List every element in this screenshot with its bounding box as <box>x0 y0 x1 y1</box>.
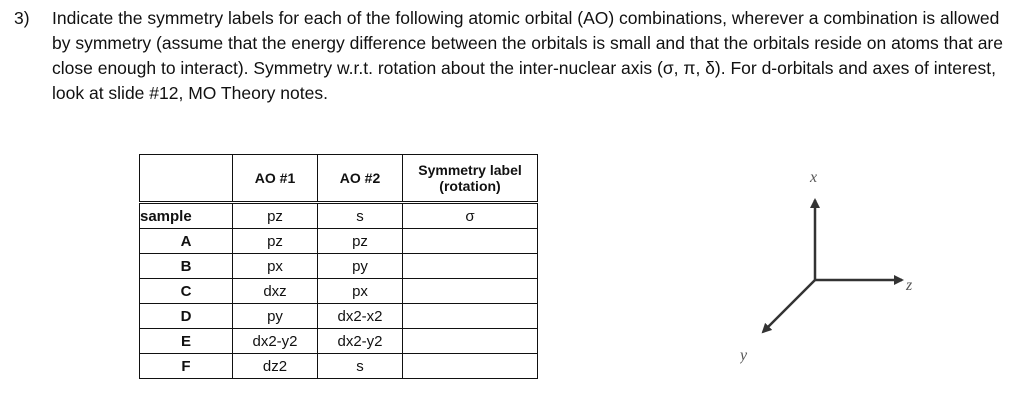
symmetry-cell[interactable] <box>403 229 538 254</box>
table-header-row <box>140 155 538 203</box>
y-axis-label: y <box>740 347 748 364</box>
y-axis-line <box>763 280 815 332</box>
ao1-cell: dxz <box>233 279 318 304</box>
ao1-cell: pz <box>233 229 318 254</box>
question-number: 3) <box>14 8 30 28</box>
row-label: D <box>140 304 233 329</box>
ao2-cell: py <box>318 254 403 279</box>
table-row <box>140 354 538 379</box>
question-text: Indicate the symmetry labels for each of the following atomic orbital (AO) combinations, wherever a combination is allowed by symmetry (assume that the energy difference between the orbitals is small and that the orbitals reside on atoms that are close enough to interact). Symmetry w.r.t. rotation about the inter-nuclear axis (σ, π, δ). For d-orbitals and axes of interest, look at slide #12, MO Theory notes. <box>52 8 1003 103</box>
symmetry-cell[interactable] <box>403 254 538 279</box>
row-label: E <box>140 329 233 354</box>
ao1-cell: dx2-y2 <box>233 329 318 354</box>
table-row <box>140 329 538 354</box>
symmetry-cell: σ <box>403 203 538 229</box>
symmetry-cell[interactable] <box>403 304 538 329</box>
symmetry-cell[interactable] <box>403 354 538 379</box>
row-label: B <box>140 254 233 279</box>
header-symmetry-line2: (rotation) <box>439 178 501 194</box>
ao1-cell: dz2 <box>233 354 318 379</box>
row-label: A <box>140 229 233 254</box>
row-label: C <box>140 279 233 304</box>
row-label: F <box>140 354 233 379</box>
coordinate-axes-diagram <box>740 160 940 380</box>
table-row <box>140 304 538 329</box>
header-ao1: AO #1 <box>233 155 318 203</box>
table-row <box>140 229 538 254</box>
ao2-cell: s <box>318 203 403 229</box>
ao2-cell: px <box>318 279 403 304</box>
table-row <box>140 254 538 279</box>
orbital-table <box>139 154 538 379</box>
x-axis-label: x <box>810 169 818 186</box>
symmetry-cell[interactable] <box>403 329 538 354</box>
table-row <box>140 279 538 304</box>
header-ao2: AO #2 <box>318 155 403 203</box>
ao2-cell: dx2-x2 <box>318 304 403 329</box>
header-symmetry <box>403 155 538 203</box>
header-row-label <box>140 155 233 203</box>
row-label: sample <box>140 203 233 229</box>
ao2-cell: s <box>318 354 403 379</box>
table-row-sample <box>140 203 538 229</box>
symmetry-cell[interactable] <box>403 279 538 304</box>
ao2-cell: pz <box>318 229 403 254</box>
ao1-cell: pz <box>233 203 318 229</box>
ao1-cell: px <box>233 254 318 279</box>
ao2-cell: dx2-y2 <box>318 329 403 354</box>
header-symmetry-line1: Symmetry label <box>418 162 522 178</box>
ao1-cell: py <box>233 304 318 329</box>
z-axis-label: z <box>906 277 913 294</box>
